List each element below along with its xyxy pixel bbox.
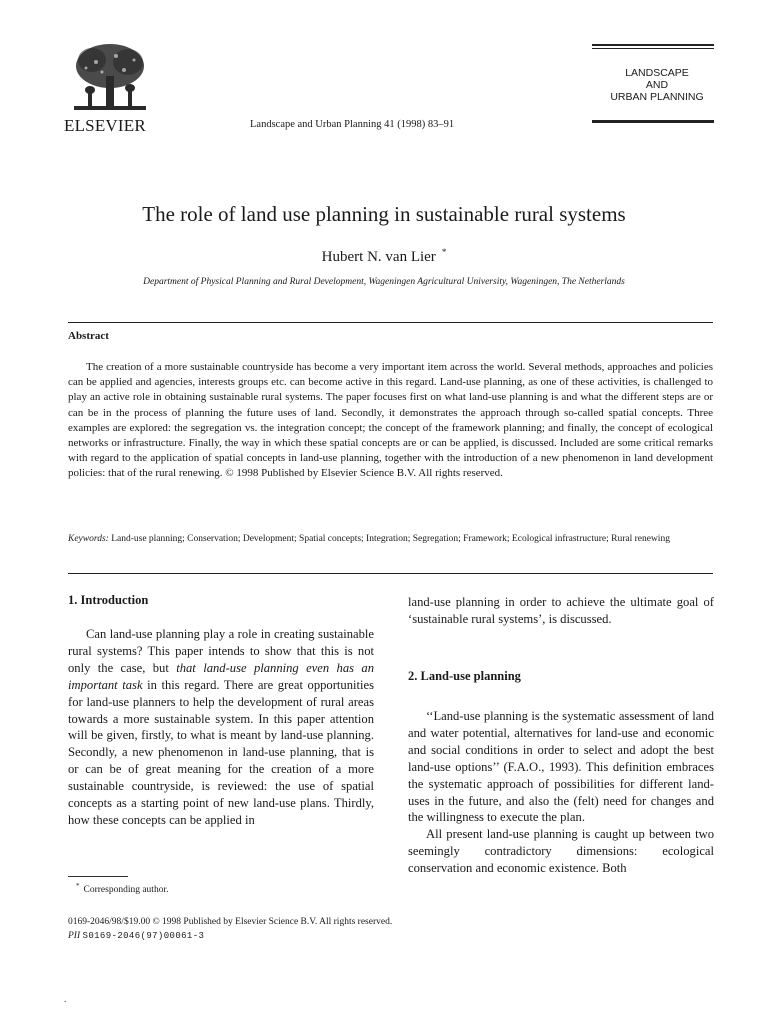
footnote-mark: * xyxy=(76,882,80,890)
top-rule-thin xyxy=(592,48,714,49)
introduction-continued-paragraph: land-use planning in order to achieve the ultimate goal of ‘sustainable rural systems’, is discussed. xyxy=(408,595,714,626)
elsevier-tree-icon xyxy=(66,40,154,116)
top-rule-thick xyxy=(592,44,714,46)
affiliation: Department of Physical Planning and Rural Development, Wageningen Agricultural University, Wageningen, The Netherlands xyxy=(143,277,625,287)
footnote-rule xyxy=(68,876,128,877)
introduction-body xyxy=(68,626,374,829)
journal-title-line-3: URBAN PLANNING xyxy=(610,91,704,103)
article-title: The role of land use planning in sustainable rural systems xyxy=(142,202,626,226)
pii-number: S0169-2046(97)00061-3 xyxy=(82,931,205,941)
pii-label: PII xyxy=(68,931,81,941)
land-use-paragraph-1: ‘‘Land-use planning is the systematic assessment of land and water potential, alternatives for land-use and economic and social conditions in order to select and adopt the best land-use options’’ (F.A.O., 1993). This definition embraces the systematic approach of possibilities for different land-uses in the future, and also the (felt) need for changes and the willingness to execute the plan. xyxy=(408,709,714,825)
keywords xyxy=(68,533,713,547)
abstract-top-rule xyxy=(68,322,713,323)
section-heading-introduction: 1. Introduction xyxy=(68,593,149,607)
abstract-text: The creation of a more sustainable countryside has become a very important item across the world. Several methods, approaches and policies can be applied and agencies, interests groups etc. can become active in this regard. Land-use planning, as one of these activities, is challenged to play an active role in obtaining sustainable rural systems. The paper focuses first on what land-use planning is and what the different steps are or can be in the process of planning the future uses of land. Secondly, it demonstrates the approach through so-called spatial concepts. Three examples are explored: the segregation vs. the integration concept; the concept of the framework planning; and finally, the concept of ecological networks or infrastructure. Finally, the way in which these spatial concepts are or can be applied, is discussed. Included are some critical remarks with regard to the application of spatial concepts in land-use planning, together with the introduction of a new phenomenon in land development policies: that of the rural renewing. © 1998 Published by Elsevier Science B.V. All rights reserved. xyxy=(68,361,713,480)
author-name: Hubert N. van Lier xyxy=(321,249,436,265)
bottom-rule-thick xyxy=(592,121,714,123)
land-use-planning-body xyxy=(408,708,714,877)
publisher-name: ELSEVIER xyxy=(64,116,146,135)
introduction-continued xyxy=(408,594,714,628)
elsevier-logo xyxy=(64,40,156,136)
introduction-paragraph xyxy=(68,626,374,829)
footnote-text: Corresponding author. xyxy=(83,885,169,896)
footnote xyxy=(68,882,168,895)
copyright-line: 0169-2046/98/$19.00 © 1998 Published by Elsevier Science B.V. All rights reserved. xyxy=(68,917,393,927)
keywords-text: Land-use planning; Conservation; Development; Spatial concepts; Integration; Segregation; Framework; Ecological infrastructure; Rural renewing xyxy=(111,534,670,544)
journal-title xyxy=(600,67,714,103)
abstract-heading: Abstract xyxy=(68,330,109,342)
land-use-paragraph-2: All present land-use planning is caught up between two seemingly contradictory dimensions: ecological conservation and economic existence. Both xyxy=(408,827,714,876)
intro-text-a: Can land-use planning play a role in creating sustainable rural systems? This paper intends to show that this is not only the case, but xyxy=(68,627,374,675)
abstract-bottom-rule xyxy=(68,573,713,574)
copyright-block xyxy=(68,915,392,943)
section-heading-land-use-planning: 2. Land-use planning xyxy=(408,669,521,683)
page-mark: . xyxy=(64,994,67,1004)
author-line xyxy=(0,247,768,266)
intro-emphasis: that land-use planning even has an important task xyxy=(68,660,375,692)
intro-text-b: in this regard. There are great opportunities for land-use planners to help the development of rural areas towards a more sustainable system. In this paper attention will be given, firstly, to what is meant by land-use planning. Secondly, a new phenomenon in land-use planning, that is or can be of great meaning for the creation of a more sustainable countryside, is reviewed: the use of spatial concepts as a starting point of new land-use plans. Thirdly, how these concepts can be applied in xyxy=(68,677,374,827)
pii-line xyxy=(68,929,392,943)
keywords-label: Keywords: xyxy=(68,534,109,544)
journal-title-line-2: AND xyxy=(645,79,669,91)
journal-title-line-1: LANDSCAPE xyxy=(625,67,689,79)
journal-title-box xyxy=(592,44,714,123)
journal-reference: Landscape and Urban Planning 41 (1998) 83–91 xyxy=(250,119,455,130)
author-footnote-mark: * xyxy=(441,247,447,257)
